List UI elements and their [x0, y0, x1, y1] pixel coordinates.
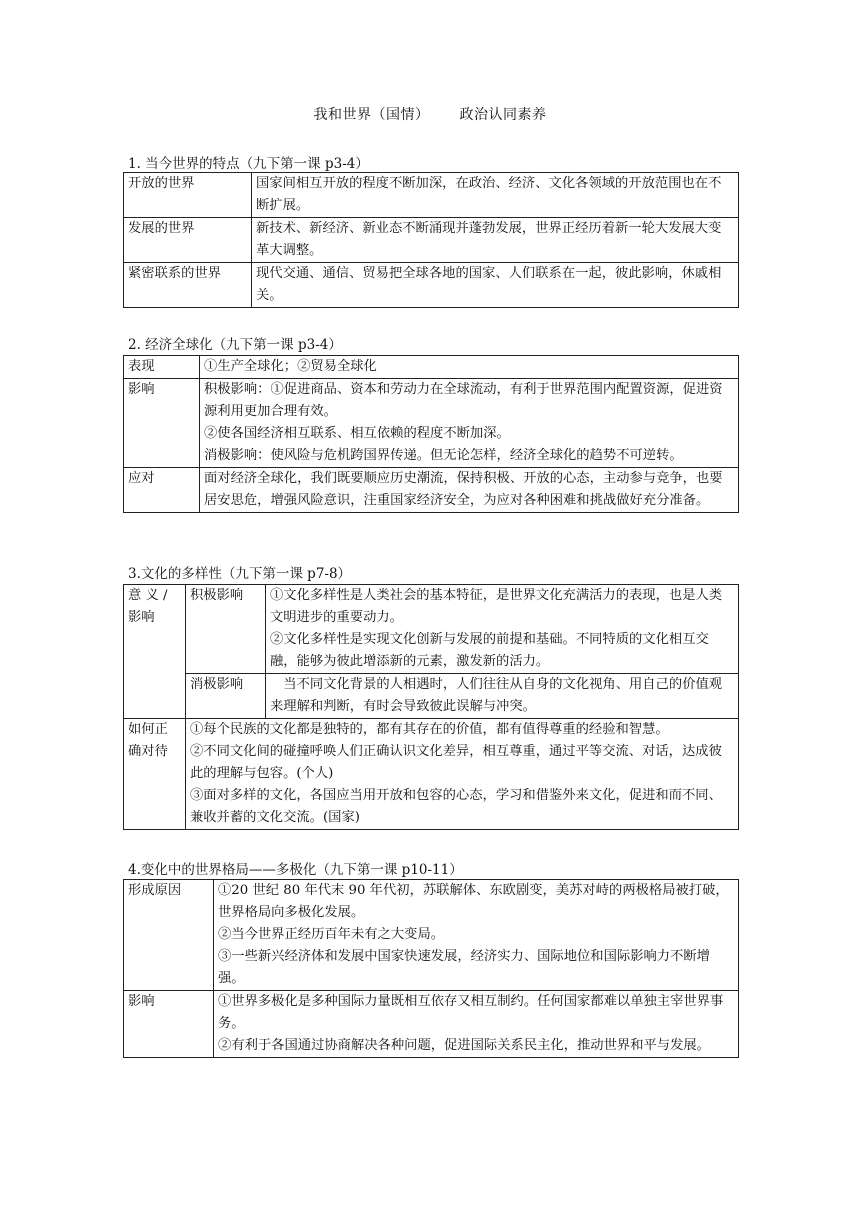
line: ②文化多样性是实现文化创新与发展的前提和基础。不同特质的文化相互交融，能够为彼此增添新的元素，激发新的活力。 — [270, 632, 709, 669]
line: ①每个民族的文化都是独特的，都有其存在的价值，都有值得尊重的经验和智慧。 — [190, 722, 669, 737]
line: 消极影响：使风险与危机跨国界传递。但无论怎样，经济全球化的趋势不可逆转。 — [204, 448, 683, 463]
section-4-table — [123, 879, 739, 1058]
row-label: 如何正确对待 — [124, 719, 186, 830]
section-3-heading: 3.文化的多样性（九下第一课 p7-8） — [128, 566, 352, 582]
section-1-table — [123, 172, 739, 308]
line: 积极影响：①促进商品、资本和劳动力在全球流动，有利于世界范围内配置资源，促进资源利用更加合理有效。 — [204, 382, 723, 419]
table-row — [124, 379, 739, 468]
section-3-table — [123, 584, 739, 830]
line: ②使各国经济相互联系、相互依赖的程度不断加深。 — [204, 426, 510, 441]
line: ②不同文化间的碰撞呼唤人们正确认识文化差异，相互尊重，通过平等交流、对话，达成彼此的理解与包容。(个人) — [190, 744, 722, 781]
line: ①20 世纪 80 年代末 90 年代初，苏联解体、东欧剧变，美苏对峙的两极格局被打破，世界格局向多极化发展。 — [218, 883, 729, 920]
table-row — [124, 991, 739, 1058]
line: ③一些新兴经济体和发展中国家快速发展，经济实力、国际地位和国际影响力不断增强。 — [218, 949, 710, 986]
line: ②当今世界正经历百年未有之大变局。 — [218, 927, 445, 942]
row-text — [200, 356, 739, 379]
page-title — [0, 104, 860, 124]
line: 面对经济全球化，我们既要顺应历史潮流，保持积极、开放的心态，主动参与竞争，也要居安思危，增强风险意识，注重国家经济安全，为应对各种困难和挑战做好充分准备。 — [204, 471, 723, 508]
sub-label: 积极影响 — [186, 585, 266, 674]
row-text — [214, 880, 739, 991]
row-label: 影响 — [124, 379, 200, 468]
row-text: 国家间相互开放的程度不断加深，在政治、经济、文化各领域的开放范围也在不断扩展。 — [252, 173, 739, 218]
table-row — [124, 468, 739, 513]
row-label: 应对 — [124, 468, 200, 513]
row-text — [266, 585, 739, 674]
line: ③面对多样的文化，各国应当用开放和包容的心态，学习和借鉴外来文化，促进和而不同、兼收并蓄的文化交流。(国家) — [190, 788, 722, 825]
table-row — [124, 173, 739, 218]
table-row — [124, 674, 739, 719]
sub-label: 消极影响 — [186, 674, 266, 719]
table-row — [124, 719, 739, 830]
section-1-heading: 1. 当今世界的特点（九下第一课 p3-4） — [128, 156, 369, 172]
table-row — [124, 356, 739, 379]
line: ①世界多极化是多种国际力量既相互依存又相互制约。任何国家都难以单独主宰世界事务。 — [218, 994, 724, 1031]
line: ①文化多样性是人类社会的基本特征，是世界文化充满活力的表现，也是人类文明进步的重要动力。 — [270, 588, 723, 625]
title-left: 我和世界（国情） — [313, 107, 430, 123]
row-label: 表现 — [124, 356, 200, 379]
row-text: 现代交通、通信、贸易把全球各地的国家、人们联系在一起，彼此影响，休戚相关。 — [252, 263, 739, 308]
row-text — [186, 719, 739, 830]
line: 当不同文化背景的人相遇时，人们往往从自身的文化视角、用自己的价值观来理解和判断，有时会导致彼此误解与冲突。 — [270, 677, 723, 714]
row-label: 发展的世界 — [124, 218, 252, 263]
row-label: 意 义 / 影响 — [124, 585, 186, 719]
row-label: 开放的世界 — [124, 173, 252, 218]
table-row — [124, 263, 739, 308]
line: ②有利于各国通过协商解决各种问题，促进国际关系民主化，推动世界和平与发展。 — [218, 1038, 710, 1053]
table-row — [124, 218, 739, 263]
row-label: 紧密联系的世界 — [124, 263, 252, 308]
row-text — [214, 991, 739, 1058]
section-4-heading: 4.变化中的世界格局——多极化（九下第一课 p10-11） — [128, 862, 463, 878]
table-row — [124, 585, 739, 674]
row-text — [266, 674, 739, 719]
row-label: 影响 — [124, 991, 214, 1058]
row-label: 形成原因 — [124, 880, 214, 991]
table-row — [124, 880, 739, 991]
row-text — [200, 468, 739, 513]
row-text: 新技术、新经济、新业态不断涌现并蓬勃发展，世界正经历着新一轮大发展大变革大调整。 — [252, 218, 739, 263]
line: ①生产全球化；②贸易全球化 — [204, 359, 377, 374]
section-2-heading: 2. 经济全球化（九下第一课 p3-4） — [128, 337, 342, 353]
section-2-table — [123, 355, 739, 513]
row-text — [200, 379, 739, 468]
title-right: 政治认同素养 — [459, 107, 547, 123]
